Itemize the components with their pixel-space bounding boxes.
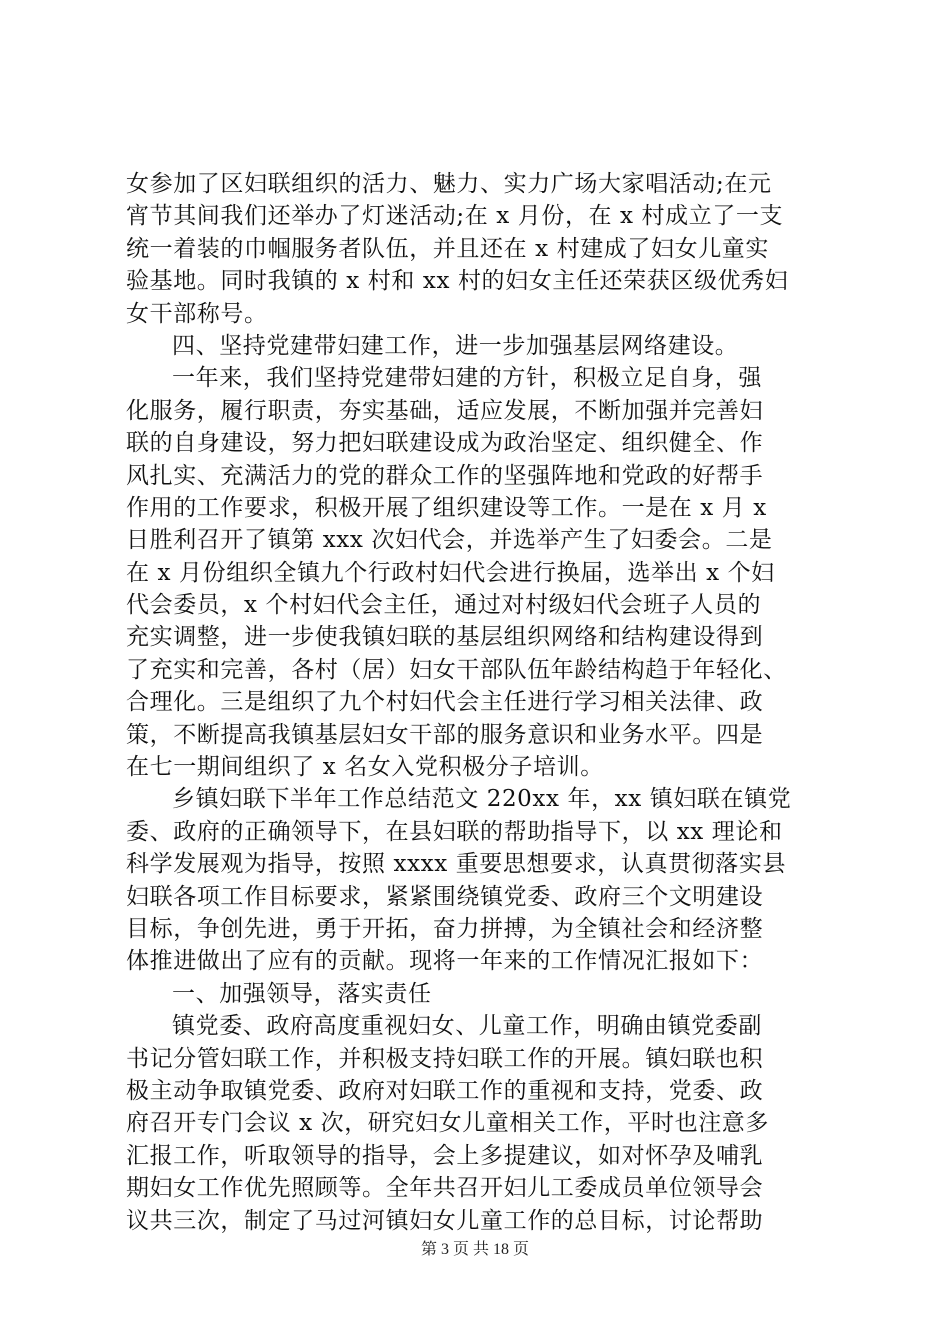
text-line: 代会委员，x 个村妇代会主任，通过对村级妇代会班子人员的	[126, 592, 762, 619]
text-line: 镇党委、政府高度重视妇女、儿童工作，明确由镇党委副	[172, 1013, 762, 1040]
text-line: 妇联各项工作目标要求，紧紧围绕镇党委、政府三个文明建设	[126, 883, 764, 910]
page-footer: 第 3 页 共 18 页	[420, 1241, 529, 1258]
text-line: 女参加了区妇联组织的活力、魅力、实力广场大家唱活动;在元	[126, 171, 772, 197]
text-line: 验基地。同时我镇的 x 村和 xx 村的妇女主任还荣获区级优秀妇	[126, 268, 789, 295]
text-line: 在七一期间组织了 x 名女入党积极分子培训。	[126, 754, 604, 781]
text-line: 合理化。三是组织了九个村妇代会主任进行学习相关法律、政	[126, 689, 764, 716]
document-body	[126, 168, 826, 1237]
text-line: 议共三次，制定了马过河镇妇女儿童工作的总目标，讨论帮助	[126, 1207, 764, 1234]
text-line: 书记分管妇联工作，并积极支持妇联工作的开展。镇妇联也积	[126, 1045, 764, 1072]
text-line: 充实调整，进一步使我镇妇联的基层组织网络和结构建设得到	[126, 624, 764, 651]
text-line: 宵节其间我们还举办了灯迷活动;在 x 月份，在 x 村成立了一支	[126, 203, 784, 230]
text-line: 四、坚持党建带妇建工作，进一步加强基层网络建设。	[172, 332, 739, 359]
text-line: 体推进做出了应有的贡献。现将一年来的工作情况汇报如下：	[126, 948, 764, 975]
text-line: 目标，争创先进，勇于开拓，奋力拼搏，为全镇社会和经济整	[126, 915, 764, 942]
text-line: 在 x 月份组织全镇九个行政村妇代会进行换届，选举出 x 个妇	[126, 559, 775, 586]
text-line: 一年来，我们坚持党建带妇建的方针，积极立足自身，强	[172, 365, 762, 392]
text-line: 一、加强领导，落实责任	[172, 980, 432, 1007]
text-line: 乡镇妇联下半年工作总结范文 220xx 年，xx 镇妇联在镇党	[172, 786, 792, 813]
text-line: 策，不断提高我镇基层妇女干部的服务意识和业务水平。四是	[126, 721, 764, 748]
text-line: 期妇女工作优先照顾等。全年共召开妇儿工委成员单位领导会	[126, 1175, 764, 1202]
text-line: 统一着装的巾帼服务者队伍，并且还在 x 村建成了妇女儿童实	[126, 235, 769, 262]
text-line: 风扎实、充满活力的党的群众工作的坚强阵地和党政的好帮手	[126, 462, 764, 489]
text-line: 联的自身建设，努力把妇联建设成为政治坚定、组织健全、作	[126, 430, 764, 457]
text-line: 日胜利召开了镇第 xxx 次妇代会，并选举产生了妇委会。二是	[126, 527, 773, 554]
text-line: 汇报工作，听取领导的指导，会上多提建议，如对怀孕及哺乳	[126, 1142, 764, 1169]
text-line: 委、政府的正确领导下，在县妇联的帮助指导下，以 xx 理论和	[126, 818, 783, 845]
text-line: 府召开专门会议 x 次，研究妇女儿童相关工作，平时也注意多	[126, 1110, 769, 1137]
text-line: 女干部称号。	[126, 300, 268, 327]
text-line: 极主动争取镇党委、政府对妇联工作的重视和支持，党委、政	[126, 1077, 764, 1104]
text-line: 科学发展观为指导，按照 xxxx 重要思想要求，认真贯彻落实县	[126, 851, 787, 878]
text-line: 了充实和完善，各村（居）妇女干部队伍年龄结构趋于年轻化、	[126, 656, 787, 683]
text-line: 化服务，履行职责，夯实基础，适应发展，不断加强并完善妇	[126, 397, 764, 424]
text-line: 作用的工作要求，积极开展了组织建设等工作。一是在 x 月 x	[126, 494, 767, 521]
